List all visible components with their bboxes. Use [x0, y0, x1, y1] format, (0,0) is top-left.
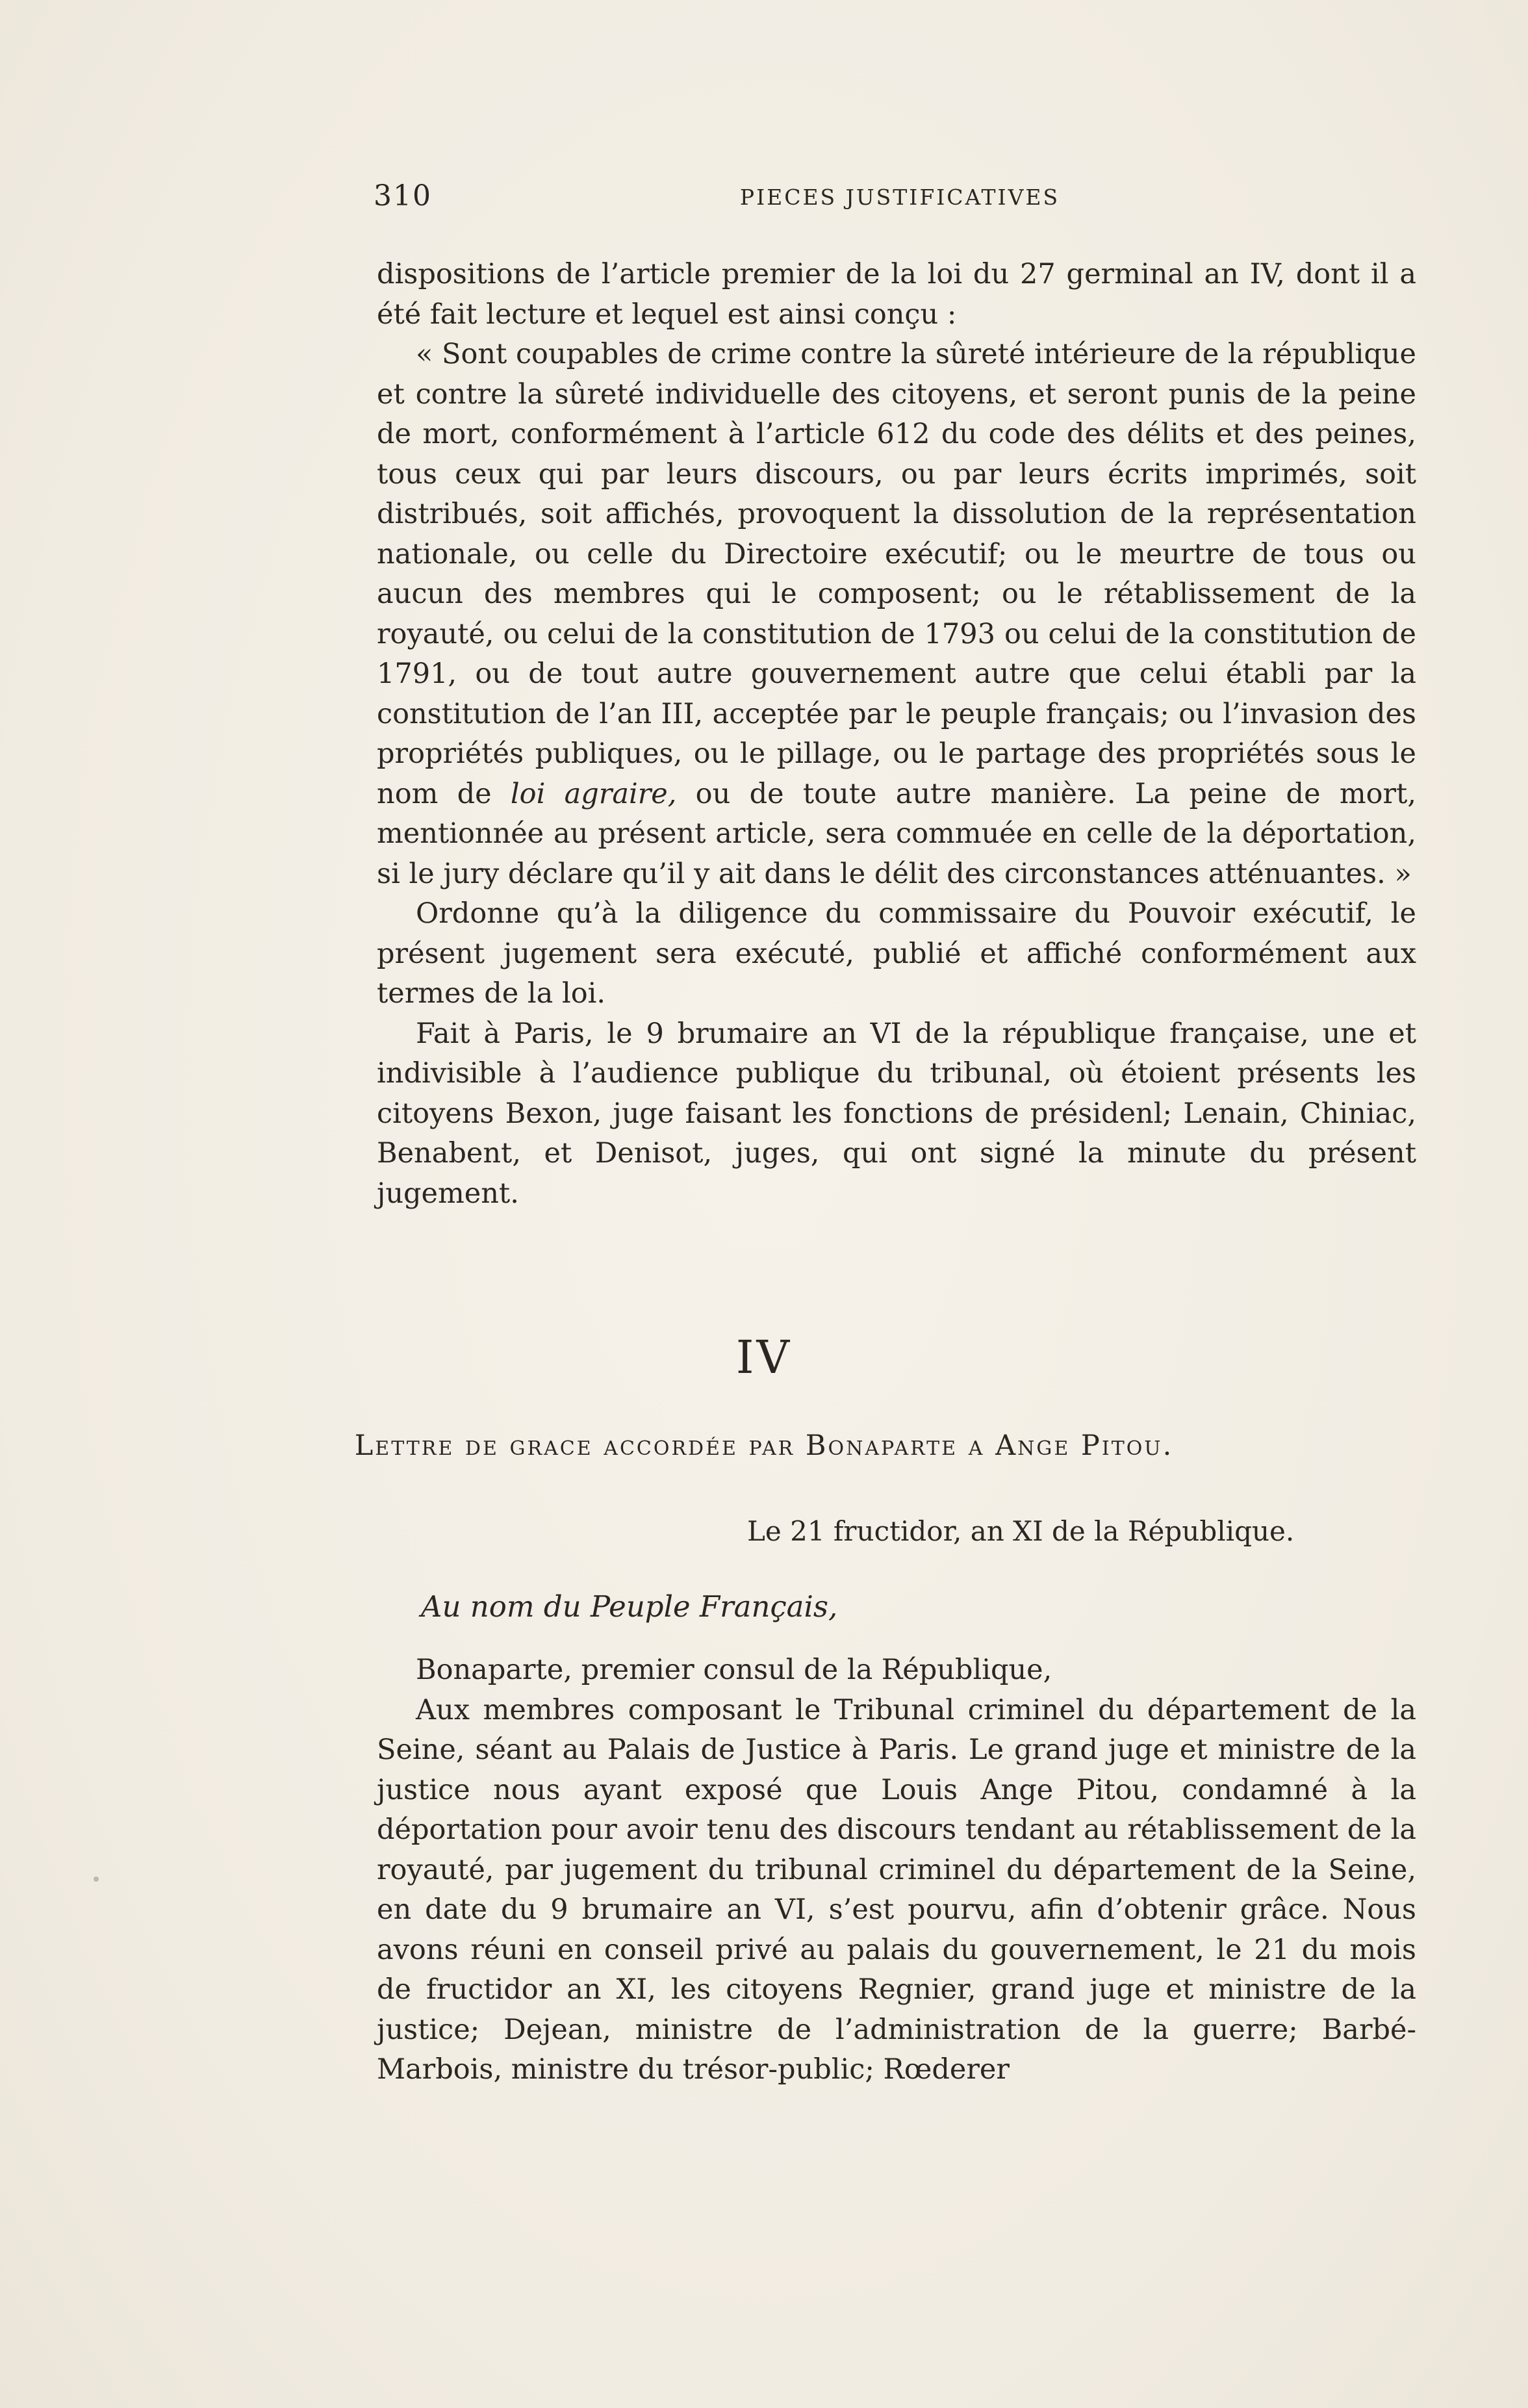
- loi-agraire-italic: loi agraire,: [510, 777, 677, 810]
- section-number: IV: [735, 1331, 793, 1384]
- paragraph-bonaparte: Bonaparte, premier consul de la République,: [416, 1654, 1052, 1686]
- section-title: Lettre de grace accordée par Bonaparte a Ange Pitou.: [354, 1429, 1174, 1462]
- margin-speck: [94, 1876, 99, 1882]
- paragraph-fait-a-paris: Fait à Paris, le 9 brumaire an VI de la république française, une et indivisible à l’audience publique du tribunal, où étoient présents les citoyens Bexon, juge faisant les fonctions de présidenl; Lenain, Chiniac, Benabent, et Denisot, juges, qui ont signé la minute du présent jugement.: [377, 1017, 1416, 1210]
- page-header: [374, 179, 1426, 218]
- paragraph-article-intro: dispositions de l’article premier de la loi du 27 germinal an IV, dont il a été fait lecture et lequel est ainsi conçu :: [377, 258, 1416, 331]
- paragraph-quoted-law: [377, 335, 1416, 894]
- judgment-text: [377, 255, 1416, 1214]
- page-number: 310: [374, 179, 432, 212]
- quoted-law-part-2: ou de toute autre manière. La peine de mort, mentionnée au présent article, sera commuée en celle de la déportation, si le jury déclare qu’il y ait dans le délit des circonstances atténuantes. »: [377, 777, 1416, 890]
- letter-dateline: Le 21 fructidor, an XI de la République.: [747, 1515, 1295, 1547]
- running-title: PIECES JUSTIFICATIVES: [739, 185, 1060, 210]
- paragraph-ordonne: Ordonne qu’à la diligence du commissaire du Pouvoir exécutif, le présent jugement sera exécuté, publié et affiché conformément aux termes de la loi.: [377, 897, 1416, 1010]
- letter-salutation: Au nom du Peuple Français,: [421, 1589, 838, 1624]
- quoted-law-part-1: « Sont coupables de crime contre la sûreté intérieure de la république et contre la sûreté individuelle des citoyens, et seront punis de la peine de mort, conformément à l’article 612 du code des délits et des peines, tous ceux qui par leurs discours, ou par leurs écrits imprimés, soit distribués, soit affichés, provoquent la dissolution de la représentation nationale, ou celle du Directoire exécutif; ou le meurtre de tous ou aucun des membres qui le composent; ou le rétablissement de la royauté, ou celui de la constitution de 1793 ou celui de la constitution de 1791, ou de tout autre gouvernement autre que celui établi par la constitution de l’an III, acceptée par le peuple français; ou l’invasion des propriétés publiques, ou le pillage, ou le partage des propriétés sous le nom de: [377, 338, 1416, 810]
- letter-text: [377, 1650, 1416, 2090]
- paragraph-aux-membres: Aux membres composant le Tribunal criminel du département de la Seine, séant au Palais de Justice à Paris. Le grand juge et ministre de la justice nous ayant exposé que Louis Ange Pitou, condamné à la déportation pour avoir tenu des discours tendant au rétablissement de la royauté, par jugement du tribunal criminel du département de la Seine, en date du 9 brumaire an VI, s’est pourvu, afin d’obtenir grâce. Nous avons réuni en conseil privé au palais du gouvernement, le 21 du mois de fructidor an XI, les citoyens Regnier, grand juge et ministre de la justice; Dejean, ministre de l’administration de la guerre; Barbé-Marbois, ministre du trésor-public; Rœderer: [377, 1693, 1416, 2086]
